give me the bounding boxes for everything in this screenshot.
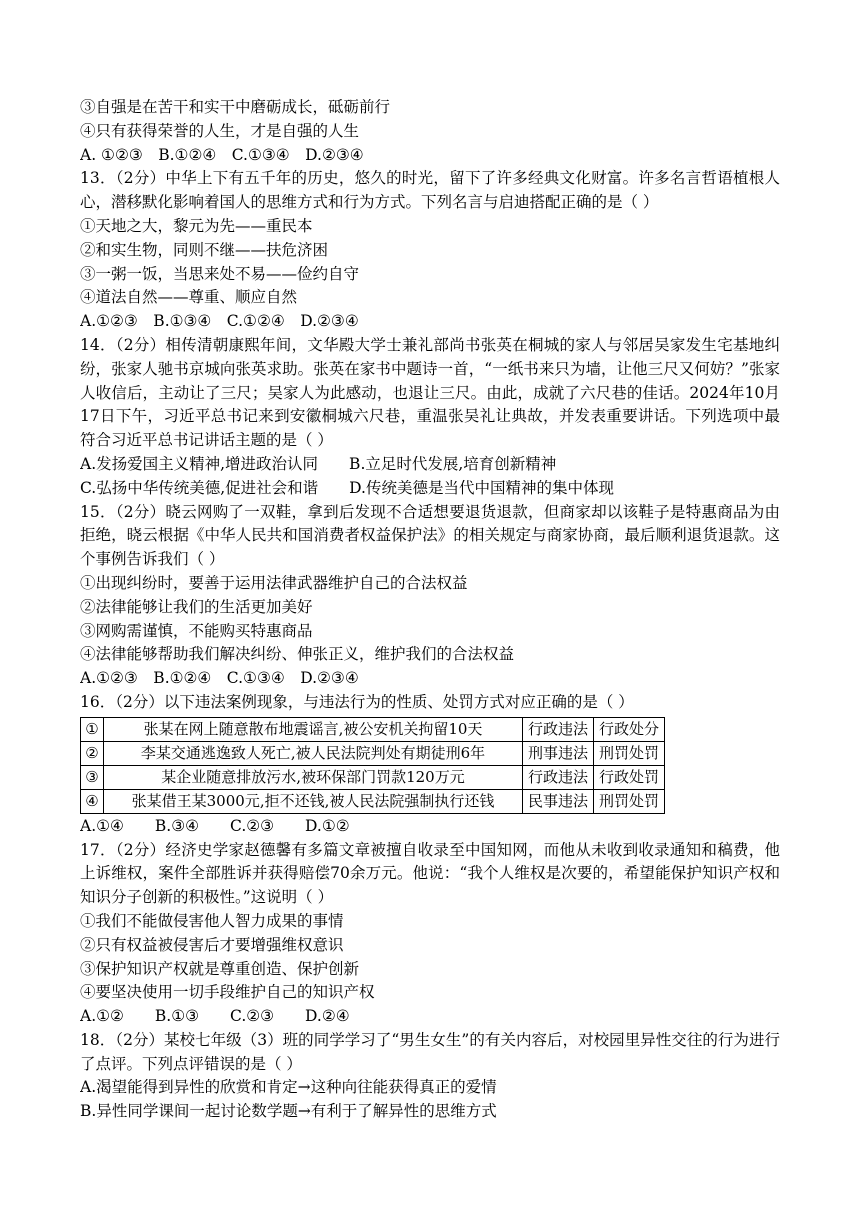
table-row — [81, 765, 665, 789]
table-row — [81, 717, 665, 741]
q14-stem: 14．（2分）相传清朝康熙年间，文华殿大学士兼礼部尚书张英在桐城的家人与邻居吴家发生宅基地纠纷，张家人驰书京城向张英求助。张英在家书中题诗一首，“一纸书来只为墙，让他三尺又何妨？”张家人收信后，主动让了三尺；吴家人为此感动，也退让三尺。由此，成就了六尺巷的佳话。2024年10月17日下午，习近平总书记来到安徽桐城六尺巷，重温张吴礼让典故，并发表重要讲话。下列选项中最符合习近平总书记讲话主题的是（ ） — [80, 335, 780, 450]
q16-case-table — [80, 717, 665, 814]
case-description: 张某在网上随意散布地震谣言,被公安机关拘留10天 — [104, 717, 523, 741]
case-nature: 民事违法 — [523, 789, 594, 813]
q14-options-ab: A.发扬爱国主义精神,增进政治认同 B.立足时代发展,培育创新精神 — [80, 454, 557, 473]
q14-options-cd: C.弘扬中华传统美德,促进社会和谐 D.传统美德是当代中国精神的集中体现 — [80, 478, 614, 497]
q17-options: A.①② B.①③ C.②③ D.②④ — [80, 1007, 350, 1026]
q15-item-3: ③网购需谨慎，不能购买特惠商品 — [80, 621, 313, 640]
case-number: ① — [81, 717, 104, 741]
q12-item-3: ③自强是在苦干和实干中磨砺成长，砥砺前行 — [80, 98, 391, 116]
table-row — [81, 741, 665, 765]
q17-item-3: ③保护知识产权就是尊重创造、保护创新 — [80, 959, 360, 978]
q16-stem: 16．（2分）以下违法案例现象，与违法行为的性质、处罚方式对应正确的是（ ） — [80, 692, 634, 711]
case-number: ② — [81, 741, 104, 765]
q15-item-4: ④法律能够帮助我们解决纠纷、伸张正义，维护我们的合法权益 — [80, 645, 515, 664]
q13-item-1: ①天地之大，黎元为先——重民本 — [80, 216, 313, 235]
table-row — [81, 789, 665, 813]
q18-stem: 18．（2分）某校七年级（3）班的同学学习了“男生女生”的有关内容后，对校园里异性交往的行为进行了点评。下列点评错误的是（ ） — [80, 1030, 780, 1073]
q12-options: A. ①②③ B.①②④ C.①③④ D.②③④ — [80, 145, 364, 164]
case-penalty: 刑罚处罚 — [594, 789, 665, 813]
case-description: 张某借王某3000元,拒不还钱,被人民法院强制执行还钱 — [104, 789, 523, 813]
q18-option-b: B.异性同学课间一起讨论数学题→有利于了解异性的思维方式 — [80, 1102, 497, 1121]
case-description: 某企业随意排放污水,被环保部门罚款120万元 — [104, 765, 523, 789]
q15-options: A.①②③ B.①②④ C.①③④ D.②③④ — [80, 669, 359, 688]
case-number: ④ — [81, 789, 104, 813]
case-number: ③ — [81, 765, 104, 789]
case-penalty: 行政处分 — [594, 717, 665, 741]
q18-option-a: A.渴望能得到异性的欣赏和肯定→这种向往能获得真正的爱情 — [80, 1078, 497, 1097]
q17-item-2: ②只有权益被侵害后才要增强维权意识 — [80, 935, 344, 954]
q12-item-4: ④只有获得荣誉的人生，才是自强的人生 — [80, 121, 360, 140]
case-description: 李某交通逃逸致人死亡,被人民法院判处有期徒刑6年 — [104, 741, 523, 765]
q17-item-1: ①我们不能做侵害他人智力成果的事情 — [80, 911, 344, 930]
case-penalty: 刑罚处罚 — [594, 741, 665, 765]
case-penalty: 行政处罚 — [594, 765, 665, 789]
q17-item-4: ④要坚决使用一切手段维护自己的知识产权 — [80, 983, 375, 1002]
q13-item-3: ③一粥一饭，当思来处不易——俭约自守 — [80, 264, 360, 283]
case-nature: 行政违法 — [523, 765, 594, 789]
q16-options: A.①④ B.③④ C.②③ D.①② — [80, 816, 350, 835]
q15-stem: 15．（2分）晓云网购了一双鞋，拿到后发现不合适想要退货退款，但商家却以该鞋子是特惠商品为由拒绝，晓云根据《中华人民共和国消费者权益保护法》的相关规定与商家协商，最后顺利退货退款。这个事例告诉我们（ ） — [80, 502, 780, 569]
exam-page — [80, 96, 780, 1124]
q15-item-2: ②法律能够让我们的生活更加美好 — [80, 597, 313, 616]
q13-item-2: ②和实生物，同则不继——扶危济困 — [80, 240, 329, 259]
q13-item-4: ④道法自然——尊重、顺应自然 — [80, 288, 298, 307]
case-nature: 刑事违法 — [523, 741, 594, 765]
q13-stem: 13．（2分）中华上下有五千年的历史，悠久的时光，留下了许多经典文化财富。许多名言哲语植根人心，潜移默化影响着国人的思维方式和行为方式。下列名言与启迪搭配正确的是（ ） — [80, 169, 780, 212]
q13-options: A.①②③ B.①③④ C.①②④ D.②③④ — [80, 312, 359, 331]
q17-stem: 17．（2分）经济史学家赵德馨有多篇文章被擅自收录至中国知网，而他从未收到收录通知和稿费，他上诉维权，案件全部胜诉并获得赔偿70余万元。他说：“我个人维权是次要的，希望能保护知识产权和知识分子创新的积极性。”这说明（ ） — [80, 840, 780, 907]
case-nature: 行政违法 — [523, 717, 594, 741]
q15-item-1: ①出现纠纷时，要善于运用法律武器维护自己的合法权益 — [80, 573, 468, 592]
